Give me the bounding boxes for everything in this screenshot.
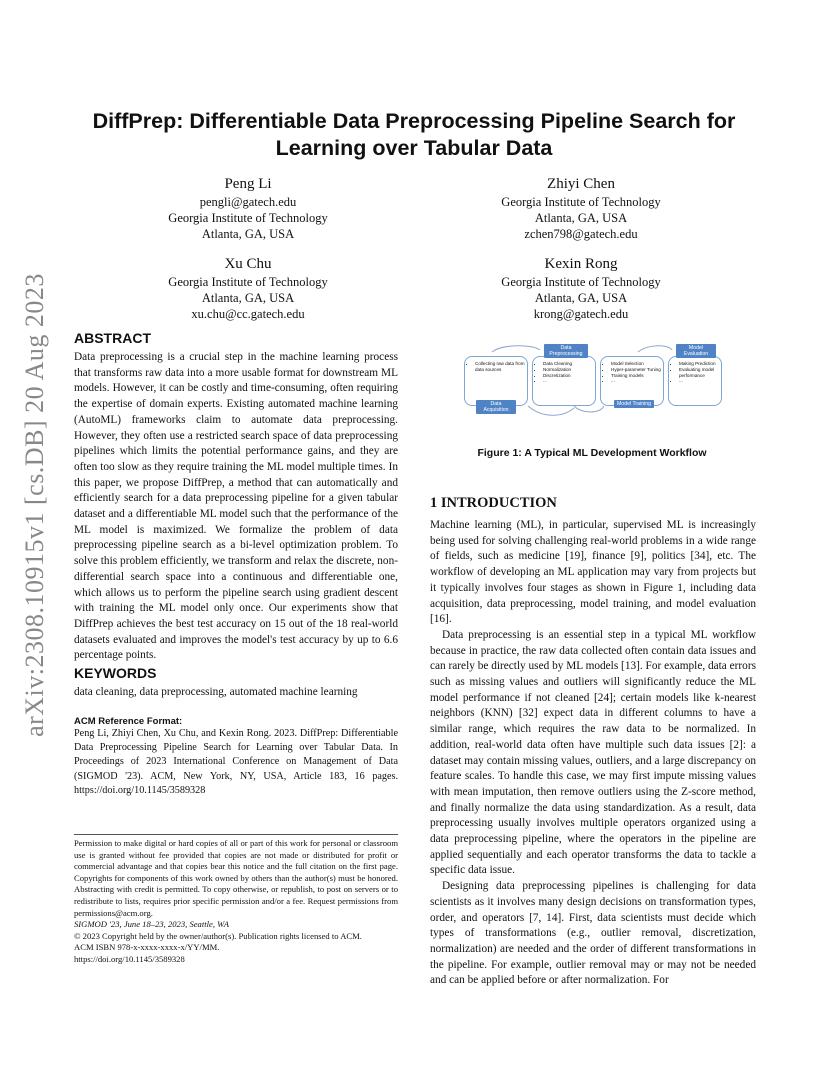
acm-reference bbox=[74, 716, 398, 798]
isbn-line: ACM ISBN 978-x-xxxx-xxxx-x/YY/MM. bbox=[74, 942, 220, 953]
intro-paragraph-3: Designing data preprocessing pipelines is challenging for data scientists as it involves many design decisions on transformation types, order, and operators [7, 14]. First, data scientists must decide which types of transformations (e.g., outlier removal, discretization, normalization) are needed and the order of different transformations in the pipeline. For example, outlier removal may or may not be needed and can be applied before or after normalization. For bbox=[430, 880, 756, 987]
author-block-4 bbox=[461, 254, 701, 322]
author-email: pengli@gatech.edu bbox=[199, 195, 297, 209]
abstract-text: Data preprocessing is a crucial step in the machine learning process that transforms raw data into a more usable format for downstream ML models. However, it can be costly and time-consuming, often requiring the expertise of domain experts. Existing automated machine learning (AutoML) frameworks claim to automate data preprocessing. However, they often use a restricted search space of data preprocessing pipelines which limits the potential performance gains, and they are often too slow as they require training the ML model multiple times. In this paper, we propose DiffPrep, a method that can automatically and efficiently search for a data preprocessing pipeline for a given tabular dataset and a differentiable ML model such that the performance of the ML model is maximized. We formalize the problem of data preprocessing pipeline search as a bi-level optimization problem. To solve this problem efficiently, we transform and relax the discrete, non-differential search space into a continuous and differentiable one, which allows us to perform the pipeline search using gradient descent with training the ML model only once. Our experiments show that DiffPrep achieves the best test accuracy on 15 out of the 18 real-world datasets evaluated and improves the model's test accuracy by up to 6.6 percentage points. bbox=[74, 351, 398, 662]
copyright-line: © 2023 Copyright held by the owner/author(s). Publication rights licensed to ACM. bbox=[74, 930, 362, 941]
doi-line: https://doi.org/10.1145/3589328 bbox=[74, 953, 185, 964]
title-line-1: DiffPrep: Differentiable Data Preprocessing Pipeline Search for bbox=[92, 109, 736, 133]
model-training-tag: Model Training bbox=[614, 400, 654, 408]
data-preprocessing-box bbox=[532, 356, 596, 406]
data-acquisition-tag: Data Acquisition bbox=[476, 400, 516, 414]
box-item: • ... bbox=[679, 378, 719, 384]
author-block-3 bbox=[128, 254, 368, 322]
author-block-1 bbox=[128, 174, 368, 242]
acm-reference-text: Peng Li, Zhiyi Chen, Xu Chu, and Kexin Rong. 2023. DiffPrep: Differentiable Data Preprocessing Pipeline Search for Learning over Tabular Data. In Proceedings of 2023 International Conference on Management of Data (SIGMOD '23). ACM, New York, NY, USA, Article 183, 16 pages. https://doi.org/10.1145/3589328 bbox=[74, 728, 398, 796]
model-evaluation-box bbox=[668, 356, 722, 406]
box-item: • Hyper-parameter Tuning bbox=[611, 367, 661, 373]
figure-caption: Figure 1: A Typical ML Development Workflow bbox=[477, 447, 707, 459]
footnote bbox=[74, 838, 398, 966]
author-affiliation: Georgia Institute of Technology bbox=[501, 195, 661, 209]
box-item: • Evaluating model performance bbox=[679, 367, 719, 379]
author-name: Peng Li bbox=[224, 176, 272, 192]
introduction-section bbox=[430, 495, 756, 989]
venue-line: SIGMOD '23, June 18–23, 2023, Seattle, WA bbox=[74, 919, 229, 930]
box-item: • Model Selection bbox=[611, 361, 661, 367]
keywords-heading: KEYWORDS bbox=[74, 665, 157, 681]
author-affiliation: Georgia Institute of Technology bbox=[168, 211, 328, 225]
abstract-section bbox=[74, 330, 398, 664]
author-name: Zhiyi Chen bbox=[547, 176, 615, 192]
workflow-figure bbox=[462, 342, 724, 418]
intro-paragraph-2: Data preprocessing is an essential step in a typical ML workflow because in practice, the raw data collected often contain data issues and can rarely be directly used by ML models [13]. For example, data errors such as missing values and outliers will significantly reduce the ML model performance if not cleaned [24]; certain models like k-nearest neighbors (KNN) [32] expect data in different columns to have a similar range, which requires the raw data to be normalized. In addition, real-world data often have multiple such data issues [2]: a dataset may contain missing values, outliers, and a large discrepancy on feature scales. To handle this case, we may first impute missing values with mean imputation, then remove outliers using the Z-score method, and finally normalize the data using standardization. As a result, data preprocessing usually involves multiple operators organized using a data preprocessing pipeline, where the operators in the pipeline are applied sequentially and each operator transforms the data to tackle a specific data issue. bbox=[430, 628, 756, 877]
author-name: Xu Chu bbox=[224, 256, 272, 272]
box-item: • ... bbox=[611, 378, 661, 384]
arxiv-stamp bbox=[20, 273, 50, 737]
acm-reference-heading: ACM Reference Format: bbox=[74, 716, 183, 727]
permission-notice: Permission to make digital or hard copies of all or part of this work for personal or classroom use is granted without fee provided that copies are not made or distributed for profit or commercial advantage and that copies bear this notice and the full citation on the first page. Copyrights for components of this work owned by others than the author(s) must be honored. Abstracting with credit is permitted. To copy otherwise, or republish, to post on servers or to redistribute to lists, requires prior specific permission and/or a fee. Request permissions from permissions@acm.org. bbox=[74, 838, 398, 918]
box-item: • Data Cleaning bbox=[543, 361, 593, 367]
intro-paragraph-1: Machine learning (ML), in particular, supervised ML is increasingly being used for solving challenging real-world problems in a wide range of fields, such as medicine [19], finance [9], politics [34], etc. The workflow of developing an ML application may vary from projects but it typically involves four stages as shown in Figure 1, including data acquisition, data preprocessing, model training, and model evaluation [16]. bbox=[430, 519, 756, 626]
abstract-heading: ABSTRACT bbox=[74, 330, 151, 346]
author-location: Atlanta, GA, USA bbox=[534, 291, 628, 305]
paper-title bbox=[70, 108, 758, 162]
model-training-box bbox=[600, 356, 664, 406]
data-preprocessing-tag: Data Preprocessing bbox=[544, 344, 588, 358]
author-location: Atlanta, GA, USA bbox=[201, 291, 295, 305]
author-location: Atlanta, GA, USA bbox=[534, 211, 628, 225]
box-item: • Discretization bbox=[543, 373, 593, 379]
keywords-text: data cleaning, data preprocessing, automated machine learning bbox=[74, 686, 358, 698]
introduction-body bbox=[430, 518, 756, 989]
author-affiliation: Georgia Institute of Technology bbox=[168, 275, 328, 289]
author-affiliation: Georgia Institute of Technology bbox=[501, 275, 661, 289]
box-item: • Normalization bbox=[543, 367, 593, 373]
author-email: krong@gatech.edu bbox=[533, 307, 629, 321]
box-item: • ... bbox=[543, 378, 593, 384]
title-line-2: Learning over Tabular Data bbox=[275, 136, 553, 160]
introduction-heading: 1 INTRODUCTION bbox=[430, 495, 557, 511]
footnote-divider bbox=[74, 834, 398, 835]
author-email: zchen798@gatech.edu bbox=[524, 227, 638, 241]
author-name: Kexin Rong bbox=[544, 256, 618, 272]
model-evaluation-tag: Model Evaluation bbox=[676, 344, 716, 358]
author-location: Atlanta, GA, USA bbox=[201, 227, 295, 241]
box-item: • Training models bbox=[611, 373, 661, 379]
box-item: • Collecting raw data from data sources bbox=[475, 361, 525, 373]
box-item: • Making Prediction bbox=[679, 361, 719, 367]
author-block-2 bbox=[461, 174, 701, 242]
author-email: xu.chu@cc.gatech.edu bbox=[191, 307, 305, 321]
arxiv-id: arXiv:2308.10915v1 [cs.DB] 20 Aug 2023 bbox=[20, 273, 49, 737]
keywords-section bbox=[74, 665, 398, 701]
data-acquisition-box bbox=[464, 356, 528, 406]
